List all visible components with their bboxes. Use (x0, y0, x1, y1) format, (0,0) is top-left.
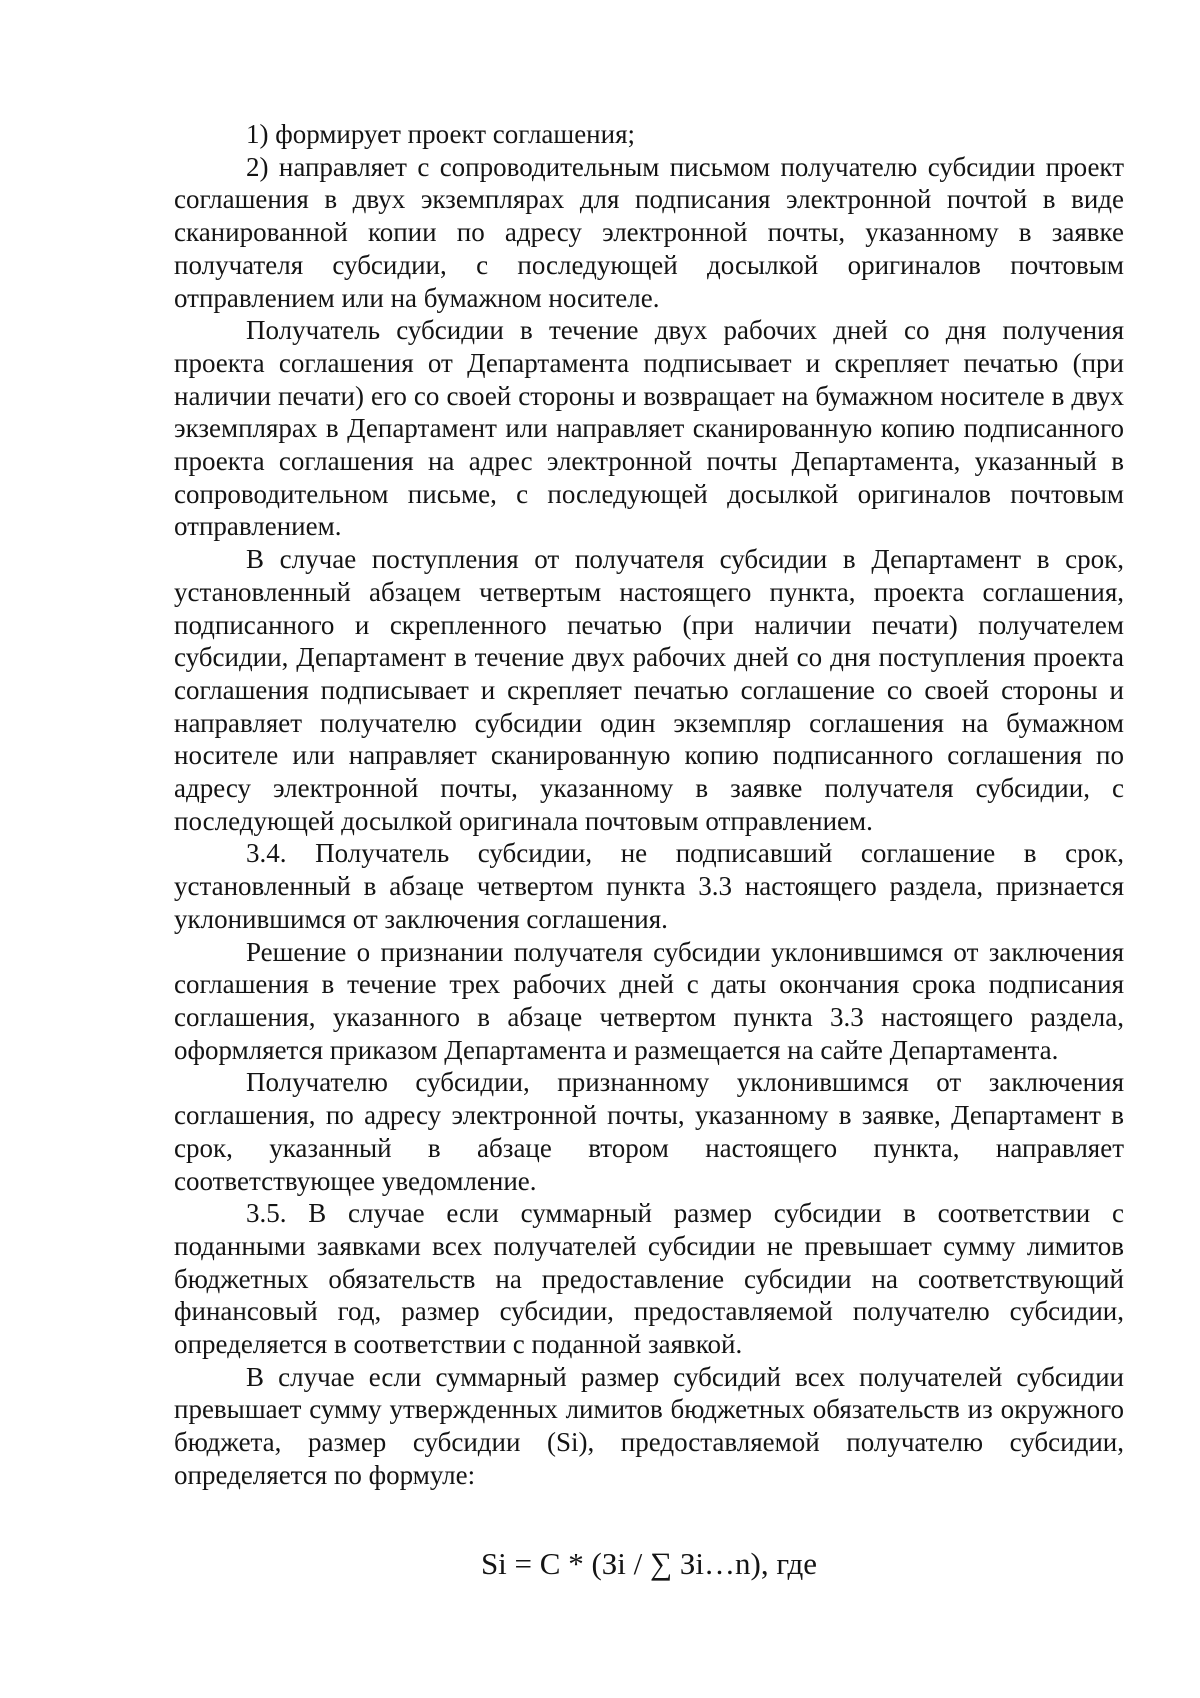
paragraph-8: 3.5. В случае если суммарный размер субсидии в соответствии с поданными заявками всех получателей субсидии не превышает сумму лимитов бюджетных обязательств на предоставление субсидии на соответствующий финансовый год, размер субсидии, предоставляемой получателю субсидии, определяется в соответствии с поданной заявкой. (174, 1198, 1124, 1360)
paragraph-5: 3.4. Получатель субсидии, не подписавший соглашение в срок, установленный в абзаце четвертом пункта 3.3 настоящего раздела, признается уклонившимся от заключения соглашения. (174, 838, 1124, 934)
document-page (174, 118, 1124, 1582)
paragraph-2: 2) направляет с сопроводительным письмом получателю субсидии проект соглашения в двух экземплярах для подписания электронной почтой в виде сканированной копии по адресу электронной почты, указанному в заявке получателя субсидии, с последующей досылкой оригиналов почтовым отправлением или на бумажном носителе. (174, 151, 1124, 313)
paragraph-6: Решение о признании получателя субсидии уклонившимся от заключения соглашения в течение трех рабочих дней с даты окончания срока подписания соглашения, указанного в абзаце четвертом пункта 3.3 настоящего раздела, оформляется приказом Департамента и размещается на сайте Департамента. (174, 936, 1124, 1065)
formula: Si = C * (Зi / ∑ Зi…n), где (480, 1545, 818, 1581)
paragraph-4: В случае поступления от получателя субсидии в Департамент в срок, установленный абзацем четвертым настоящего пункта, проекта соглашения, подписанного и скрепленного печатью (при наличии печати) получателем субсидии, Департамент в течение двух рабочих дней со дня поступления проекта соглашения подписывает и скрепляет печатью соглашение со своей стороны и направляет получателю субсидии один экземпляр соглашения на бумажном носителе или направляет сканированную копию подписанного соглашения по адресу электронной почты, указанному в заявке получателя субсидии, с последующей досылкой оригинала почтовым отправлением. (174, 544, 1124, 836)
paragraph-1: 1) формирует проект соглашения; (246, 119, 635, 149)
paragraph-3: Получатель субсидии в течение двух рабочих дней со дня получения проекта соглашения от Департамента подписывает и скрепляет печатью (при наличии печати) его со своей стороны и возвращает на бумажном носителе в двух экземплярах в Департамент или направляет сканированную копию подписанного проекта соглашения на адрес электронной почты Департамента, указанный в сопроводительном письме, с последующей досылкой оригиналов почтовым отправлением. (174, 315, 1124, 542)
paragraph-7: Получателю субсидии, признанному уклонившимся от заключения соглашения, по адресу электронной почты, указанному в заявке, Департамент в срок, указанный в абзаце втором настоящего пункта, направляет соответствующее уведомление. (174, 1067, 1124, 1196)
paragraph-9: В случае если суммарный размер субсидий всех получателей субсидии превышает сумму утвержденных лимитов бюджетных обязательств из окружного бюджета, размер субсидии (Si), предоставляемой получателю субсидии, определяется по формуле: (174, 1361, 1124, 1490)
